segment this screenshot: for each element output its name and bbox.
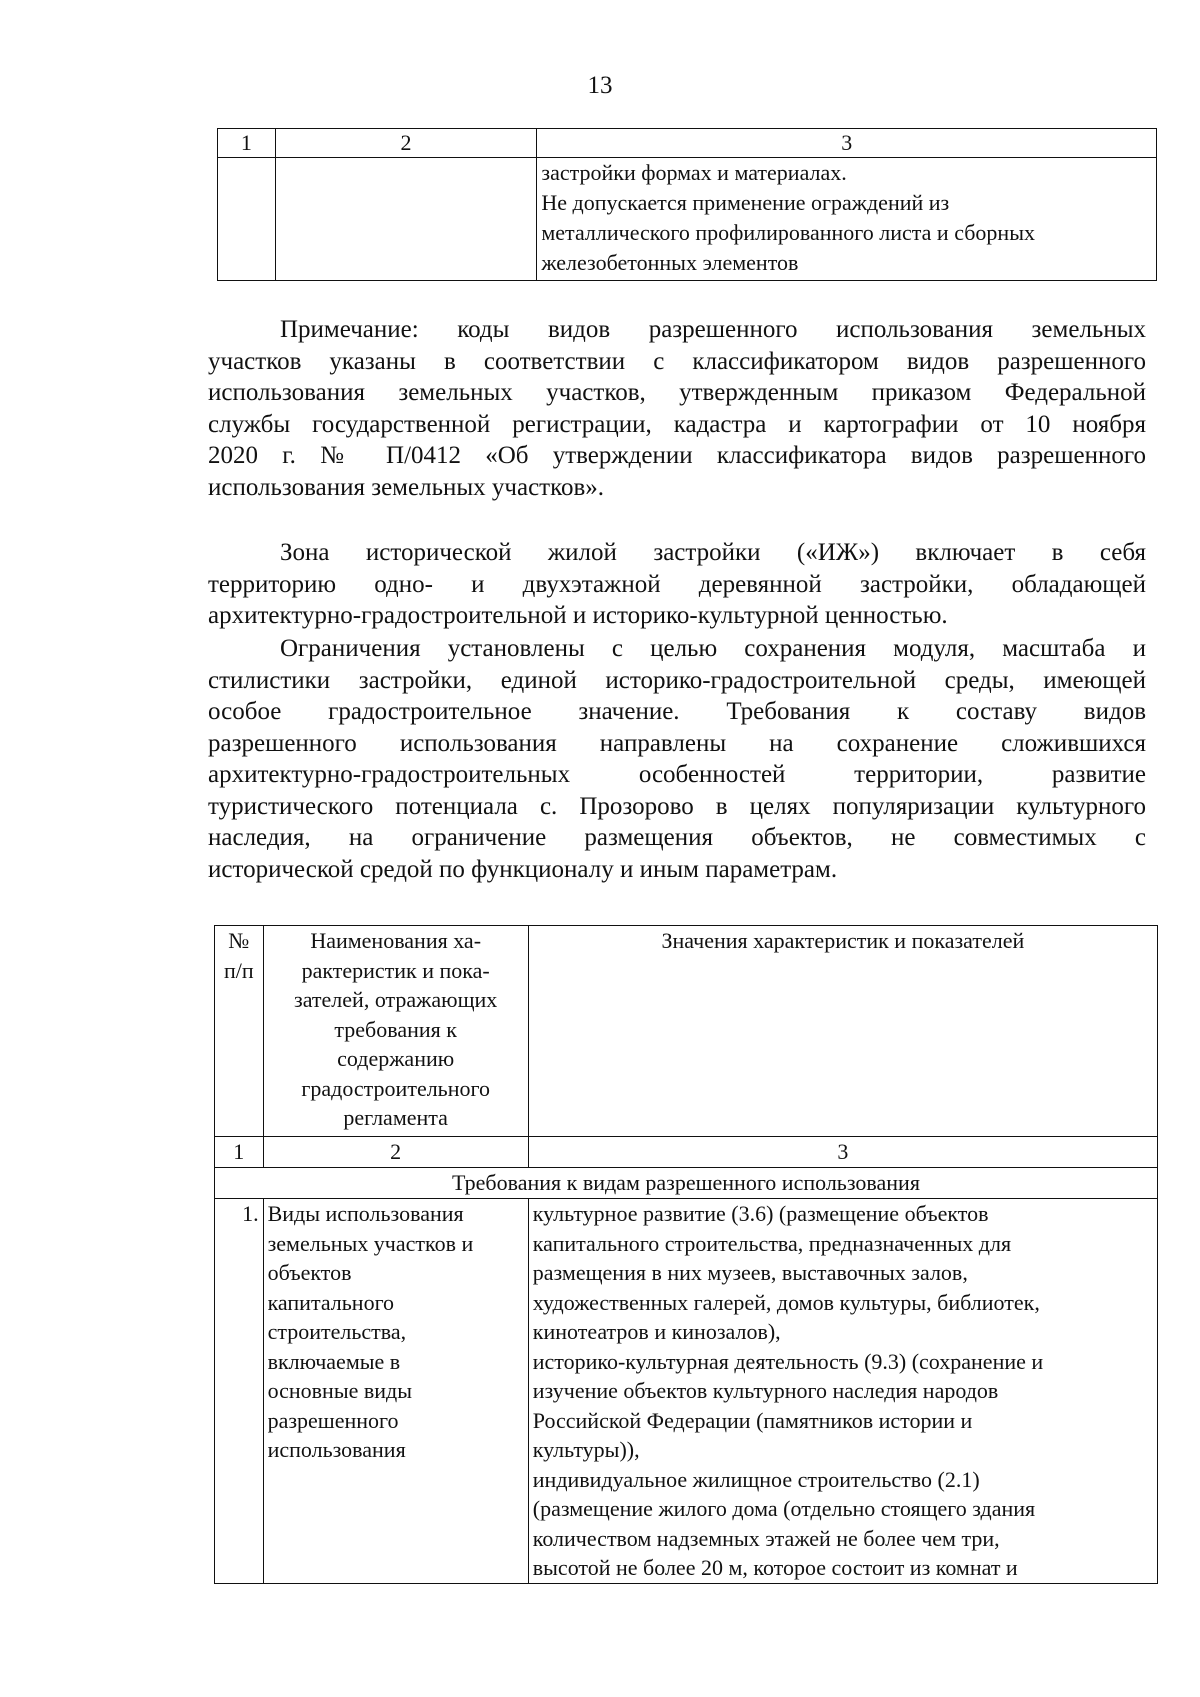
page-number: 13 xyxy=(587,72,613,99)
header-text-line: регламента xyxy=(343,1105,448,1130)
header-text-line: содержанию xyxy=(337,1046,455,1071)
cell-text-line: изучение объектов культурного наследия народов xyxy=(532,1378,999,1403)
empty-cell xyxy=(218,158,276,281)
regulations-table xyxy=(214,925,1158,1584)
cell-text-line: Не допускается применение ограждений из xyxy=(541,190,950,215)
cell-text-line: (размещение жилого дома (отдельно стоящего здания xyxy=(532,1496,1036,1521)
header-text-line: п/п xyxy=(223,957,254,983)
paragraph-line: службы государственной регистрации, кадастра и картографии от 10 ноября xyxy=(208,410,1146,438)
cell-text-line: художественных галерей, домов культуры, библиотек, xyxy=(532,1289,1040,1315)
note-paragraph xyxy=(208,314,1146,503)
cell-text-line: капитального xyxy=(267,1289,395,1315)
column-number-3: 3 xyxy=(537,129,1157,158)
table-header-row xyxy=(215,926,1158,1137)
column-number-2: 2 xyxy=(275,129,537,158)
section-title: Требования к видам разрешенного использования xyxy=(215,1168,1158,1199)
cell-text-line: земельных участков и xyxy=(267,1230,474,1256)
cell-text-line: включаемые в xyxy=(267,1348,401,1374)
table-row xyxy=(215,1199,1158,1584)
cell-text-line: Российской Федерации (памятников истории и xyxy=(532,1407,973,1433)
column-number-3: 3 xyxy=(528,1137,1157,1168)
paragraph-line: архитектурно-градостроительных особенностей территории, развитие xyxy=(208,761,1146,788)
section-title-row xyxy=(215,1168,1158,1199)
restrictions-paragraph xyxy=(208,633,1146,885)
paragraph-line: использования земельных участков, утвержденным приказом Федеральной xyxy=(208,379,1146,406)
cell-text-line: размещения в них музеев, выставочных залов, xyxy=(532,1260,968,1285)
paragraph-line: Ограничения установлены с целью сохранения модуля, масштаба и xyxy=(280,635,1146,662)
header-text-line: Наименования ха- xyxy=(310,928,482,953)
continuation-table xyxy=(217,128,1157,281)
table-row xyxy=(218,158,1157,281)
row-value-cell xyxy=(528,1199,1157,1584)
empty-cell xyxy=(275,158,537,281)
header-values-cell: Значения характеристик и показателей xyxy=(528,926,1157,1137)
header-text-line: рактеристик и пока- xyxy=(301,957,490,983)
column-numbers-row xyxy=(215,1137,1158,1168)
cell-text-line: кинотеатров и кинозалов), xyxy=(532,1319,781,1344)
cell-text-line: историко-культурная деятельность (9.3) (сохранение и xyxy=(532,1348,1044,1374)
column-number-1: 1 xyxy=(215,1137,264,1168)
cell-text-line: капитального строительства, предназначенных для xyxy=(532,1230,1012,1256)
paragraph-line: Зона исторической жилой застройки («ИЖ») включает в себя xyxy=(280,539,1146,566)
cell-text-line: металлического профилированного листа и сборных xyxy=(541,220,1035,245)
paragraph-line: 2020 г. № П/0412 «Об утверждении классификатора видов разрешенного xyxy=(208,442,1146,469)
paragraph-line: использования земельных участков». xyxy=(208,473,605,501)
zone-description-paragraph xyxy=(208,537,1146,632)
cell-text-line: основные виды xyxy=(267,1378,413,1403)
paragraph-line: архитектурно-градостроительной и историко-культурной ценностью. xyxy=(208,602,948,629)
cell-text-line: культуры)), xyxy=(532,1437,640,1462)
cell-text-line: использования xyxy=(267,1437,406,1462)
paragraph-line: туристического потенциала с. Прозорово в целях популяризации культурного xyxy=(208,792,1146,820)
cell-text-line: объектов xyxy=(267,1260,352,1285)
cell-text-line: железобетонных элементов xyxy=(541,250,799,275)
column-number-1: 1 xyxy=(218,129,276,158)
header-text-line: № xyxy=(228,928,250,953)
cell-text-line: Виды использования xyxy=(267,1201,464,1226)
paragraph-line: Примечание: коды видов разрешенного использования земельных xyxy=(280,316,1146,343)
cell-text-line: индивидуальное жилищное строительство (2.1) xyxy=(532,1466,980,1492)
table-header-row xyxy=(218,129,1157,158)
cell-text-line: культурное развитие (3.6) (размещение объектов xyxy=(532,1201,989,1226)
cell-text-line: строительства, xyxy=(267,1319,407,1344)
paragraph-line: стилистики застройки, единой историко-градостроительной среды, имеющей xyxy=(208,666,1146,694)
paragraph-line: участков указаны в соответствии с классификатором видов разрешенного xyxy=(208,347,1146,375)
column-number-2: 2 xyxy=(263,1137,528,1168)
cell-text-line: количеством надземных этажей не более чем три, xyxy=(532,1525,1000,1551)
header-number-cell xyxy=(215,926,264,1137)
paragraph-line: исторической средой по функционалу и иным параметрам. xyxy=(208,855,838,883)
paragraph-line: территорию одно- и двухэтажной деревянной застройки, обладающей xyxy=(208,570,1146,598)
paragraph-line: особое градостроительное значение. Требования к составу видов xyxy=(208,698,1146,725)
header-text-line: требования к xyxy=(334,1016,457,1042)
cell-text-line: высотой не более 20 м, которое состоит из комнат и xyxy=(532,1555,1018,1580)
cell-text-line: застройки формах и материалах. xyxy=(541,160,847,185)
row-name-cell xyxy=(263,1199,528,1584)
header-text-line: градостроительного xyxy=(301,1075,490,1101)
requirements-text-cell xyxy=(537,158,1157,281)
row-number: 1. xyxy=(215,1199,264,1584)
header-name-cell xyxy=(263,926,528,1137)
paragraph-line: наследия, на ограничение размещения объектов, не совместимых с xyxy=(208,824,1146,851)
cell-text-line: разрешенного xyxy=(267,1407,399,1433)
header-text-line: зателей, отражающих xyxy=(294,987,498,1012)
paragraph-line: разрешенного использования направлены на сохранение сложившихся xyxy=(208,729,1146,757)
